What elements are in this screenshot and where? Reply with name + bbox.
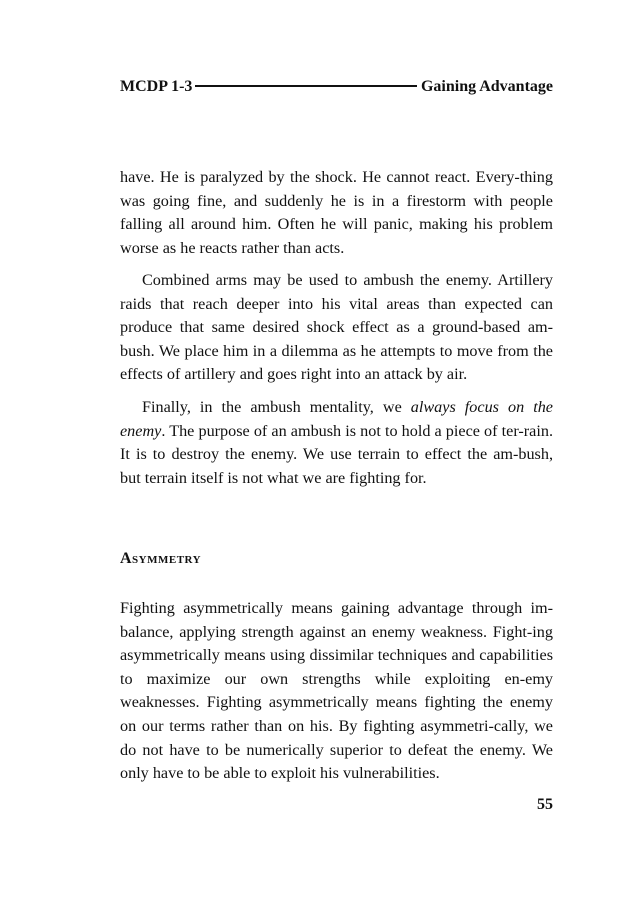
- document-id: MCDP 1-3: [120, 78, 193, 95]
- paragraph-continued: have. He is paralyzed by the shock. He cannot react. Every-thing was going fine, and suddenly he is in a firestorm with people falling all around him. Often he will panic, making his problem worse as he reacts rather than acts.: [120, 168, 553, 257]
- page-number: 55: [537, 796, 553, 813]
- ambush-text-end: . The purpose of an ambush is not to hold a piece of ter-rain. It is to destroy the enemy. We use terrain to effect the am-bush, but terrain itself is not what we are fighting for.: [120, 421, 553, 487]
- section-heading: Asymmetry: [120, 550, 202, 567]
- header-rule: [195, 85, 417, 87]
- emphasis-focus-enemy: always focus on the enemy: [120, 398, 553, 440]
- paragraph-combined-arms: Combined arms may be used to ambush the enemy. Artillery raids that reach deeper into his vital areas than expected can produce that same desired shock effect as a ground-based am-bush. We place him in a dilemma as he attempts to move from the effects of artillery and goes right into an attack by air.: [120, 271, 553, 384]
- ambush-text-start: Finally, in the ambush mentality, we: [142, 398, 411, 416]
- paragraph-ambush-mentality: [120, 396, 553, 490]
- running-header: [120, 76, 553, 98]
- chapter-title: Gaining Advantage: [420, 78, 553, 95]
- paragraph-asymmetry: Fighting asymmetrically means gaining advantage through im-balance, applying strength against an enemy weakness. Fight-ing asymmetrically means using dissimilar techniques and capabilities to maximize our own strengths while exploiting en-emy weaknesses. Fighting asymmetrically means fighting the enemy on our terms rather than on his. By fighting asymmetri-cally, we do not have to be numerically superior to defeat the enemy. We only have to be able to exploit his vulnerabilities.: [120, 599, 553, 783]
